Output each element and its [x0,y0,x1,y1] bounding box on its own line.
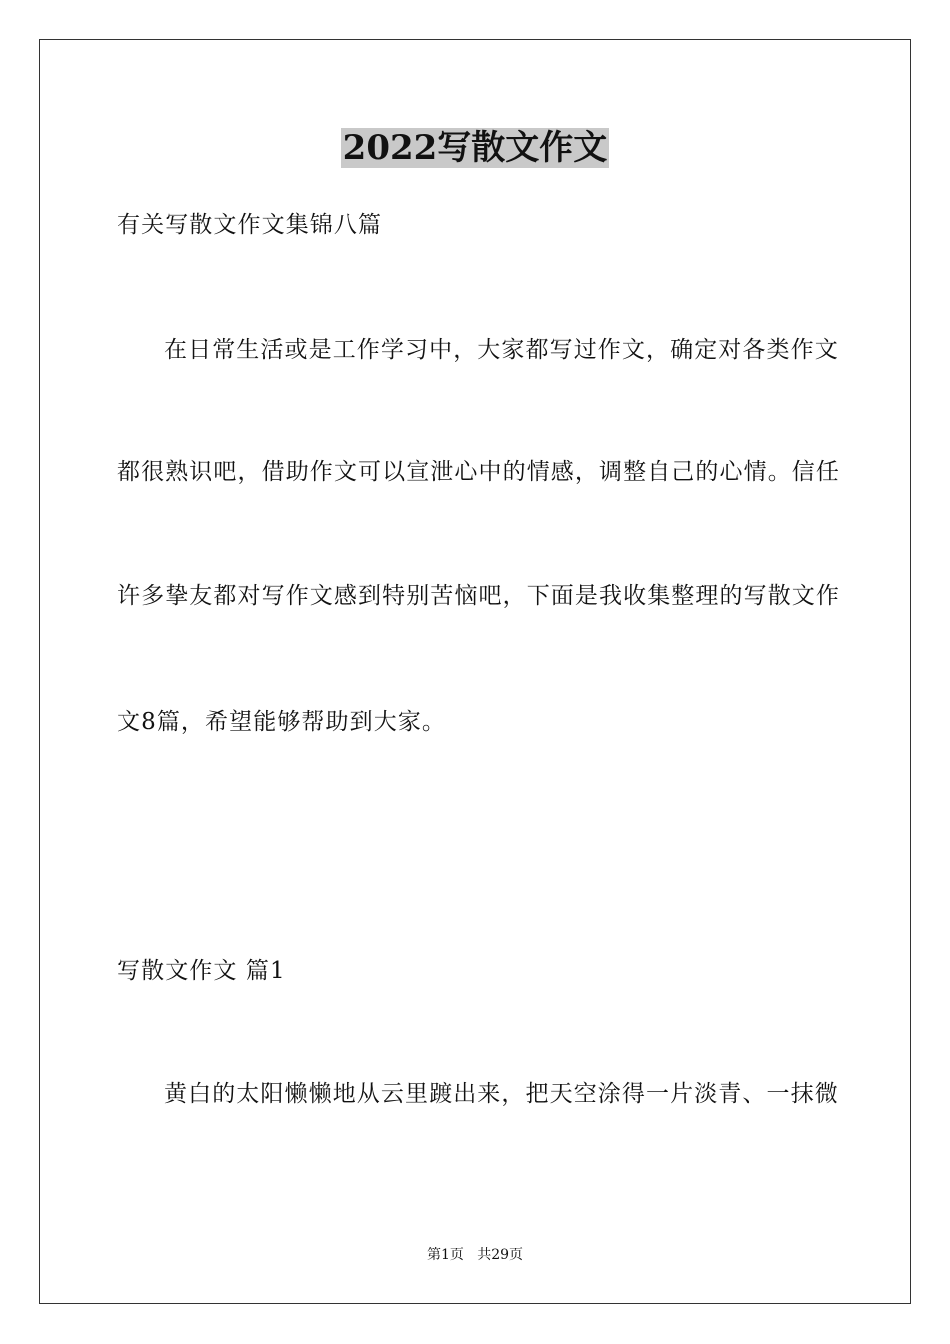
page-footer: 第1页 共29页 [426,1247,524,1263]
section-heading: 写散文作文 篇1 [117,958,286,984]
paragraph-line: 在日常生活或是工作学习中，大家都写过作文，确定对各类作文 [164,337,839,363]
paragraph-line: 都很熟识吧，借助作文可以宣泄心中的情感，调整自己的心情。信任 [117,459,840,485]
title-container [0,128,950,168]
paragraph-line: 文8篇，希望能够帮助到大家。 [117,709,447,735]
document-subtitle: 有关写散文作文集锦八篇 [117,212,383,238]
document-title: 2022写散文作文 [342,128,608,168]
paragraph-line: 许多挚友都对写作文感到特别苦恼吧，下面是我收集整理的写散文作 [117,583,840,609]
paragraph-line: 黄白的太阳懒懒地从云里踱出来，把天空涂得一片淡青、一抹微 [164,1081,839,1107]
